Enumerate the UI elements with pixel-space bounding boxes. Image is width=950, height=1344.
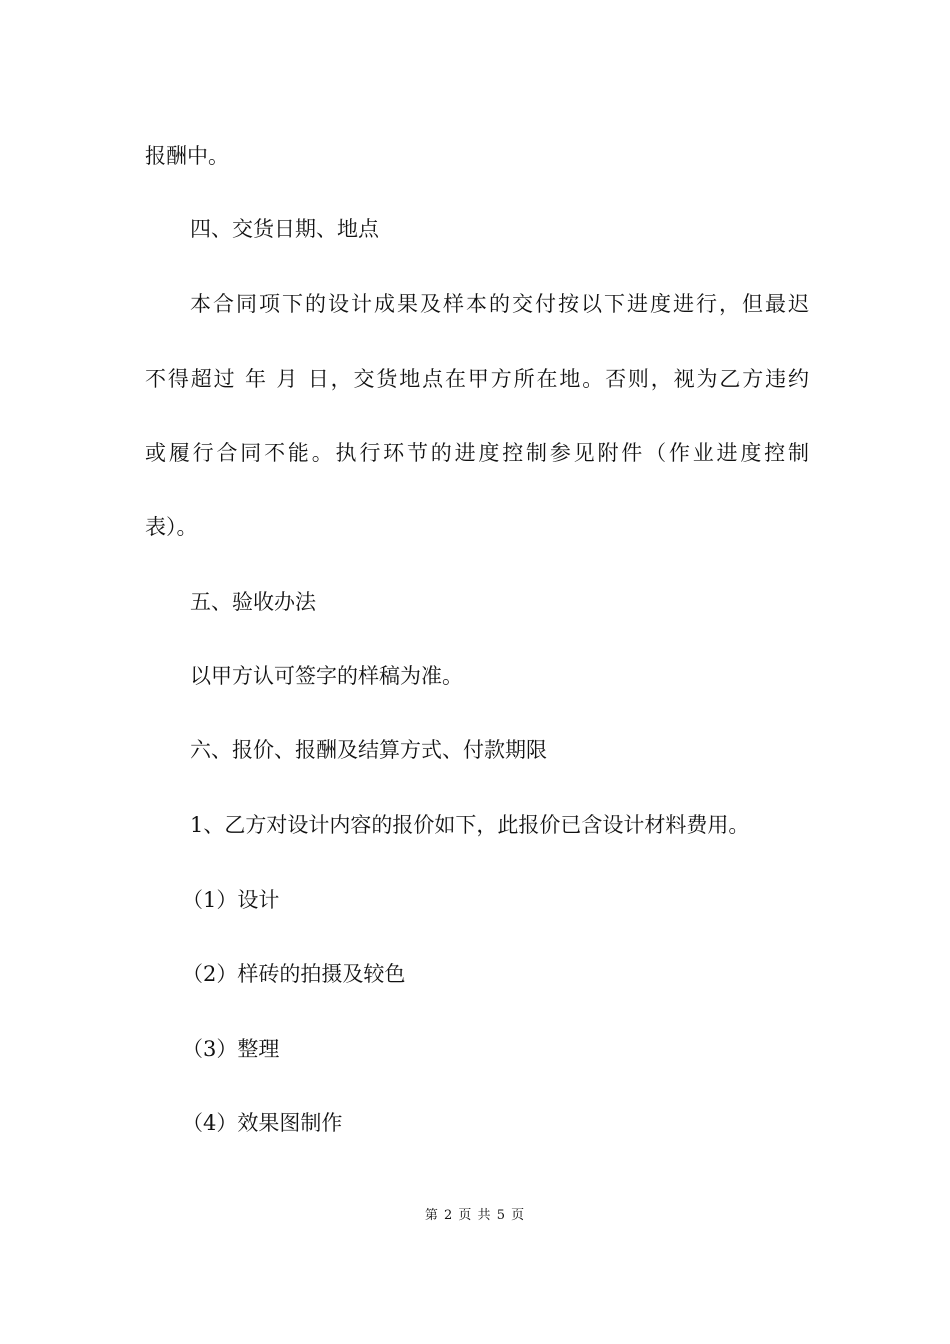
section-heading-payment: 六、报价、报酬及结算方式、付款期限	[190, 738, 547, 762]
section-heading-delivery: 四、交货日期、地点	[190, 217, 379, 241]
page-number-footer: 第 2 页 共 5 页	[424, 1208, 526, 1223]
paragraph-delivery-line-3: 或履行合同不能。执行环节的进度控制参见附件（作业进度控制	[145, 441, 809, 465]
paragraph-delivery-line-4: 表）。	[145, 515, 198, 539]
paragraph-delivery-line-1: 本合同项下的设计成果及样本的交付按以下进度进行，但最迟	[190, 292, 809, 316]
list-item-rendering: （4）效果图制作	[182, 1111, 343, 1135]
list-item-design: （1）设计	[182, 888, 280, 912]
list-item-photography: （2）样砖的拍摄及较色	[182, 962, 406, 986]
paragraph-quote: 1、乙方对设计内容的报价如下，此报价已含设计材料费用。	[190, 813, 750, 837]
list-item-organize: （3）整理	[182, 1037, 280, 1061]
paragraph-delivery-line-2: 不得超过 年 月 日，交货地点在甲方所在地。否则，视为乙方违约	[145, 367, 809, 391]
section-heading-acceptance: 五、验收办法	[190, 590, 316, 614]
paragraph-continuation: 报酬中。	[145, 144, 229, 168]
paragraph-acceptance: 以甲方认可签字的样稿为准。	[190, 664, 463, 688]
